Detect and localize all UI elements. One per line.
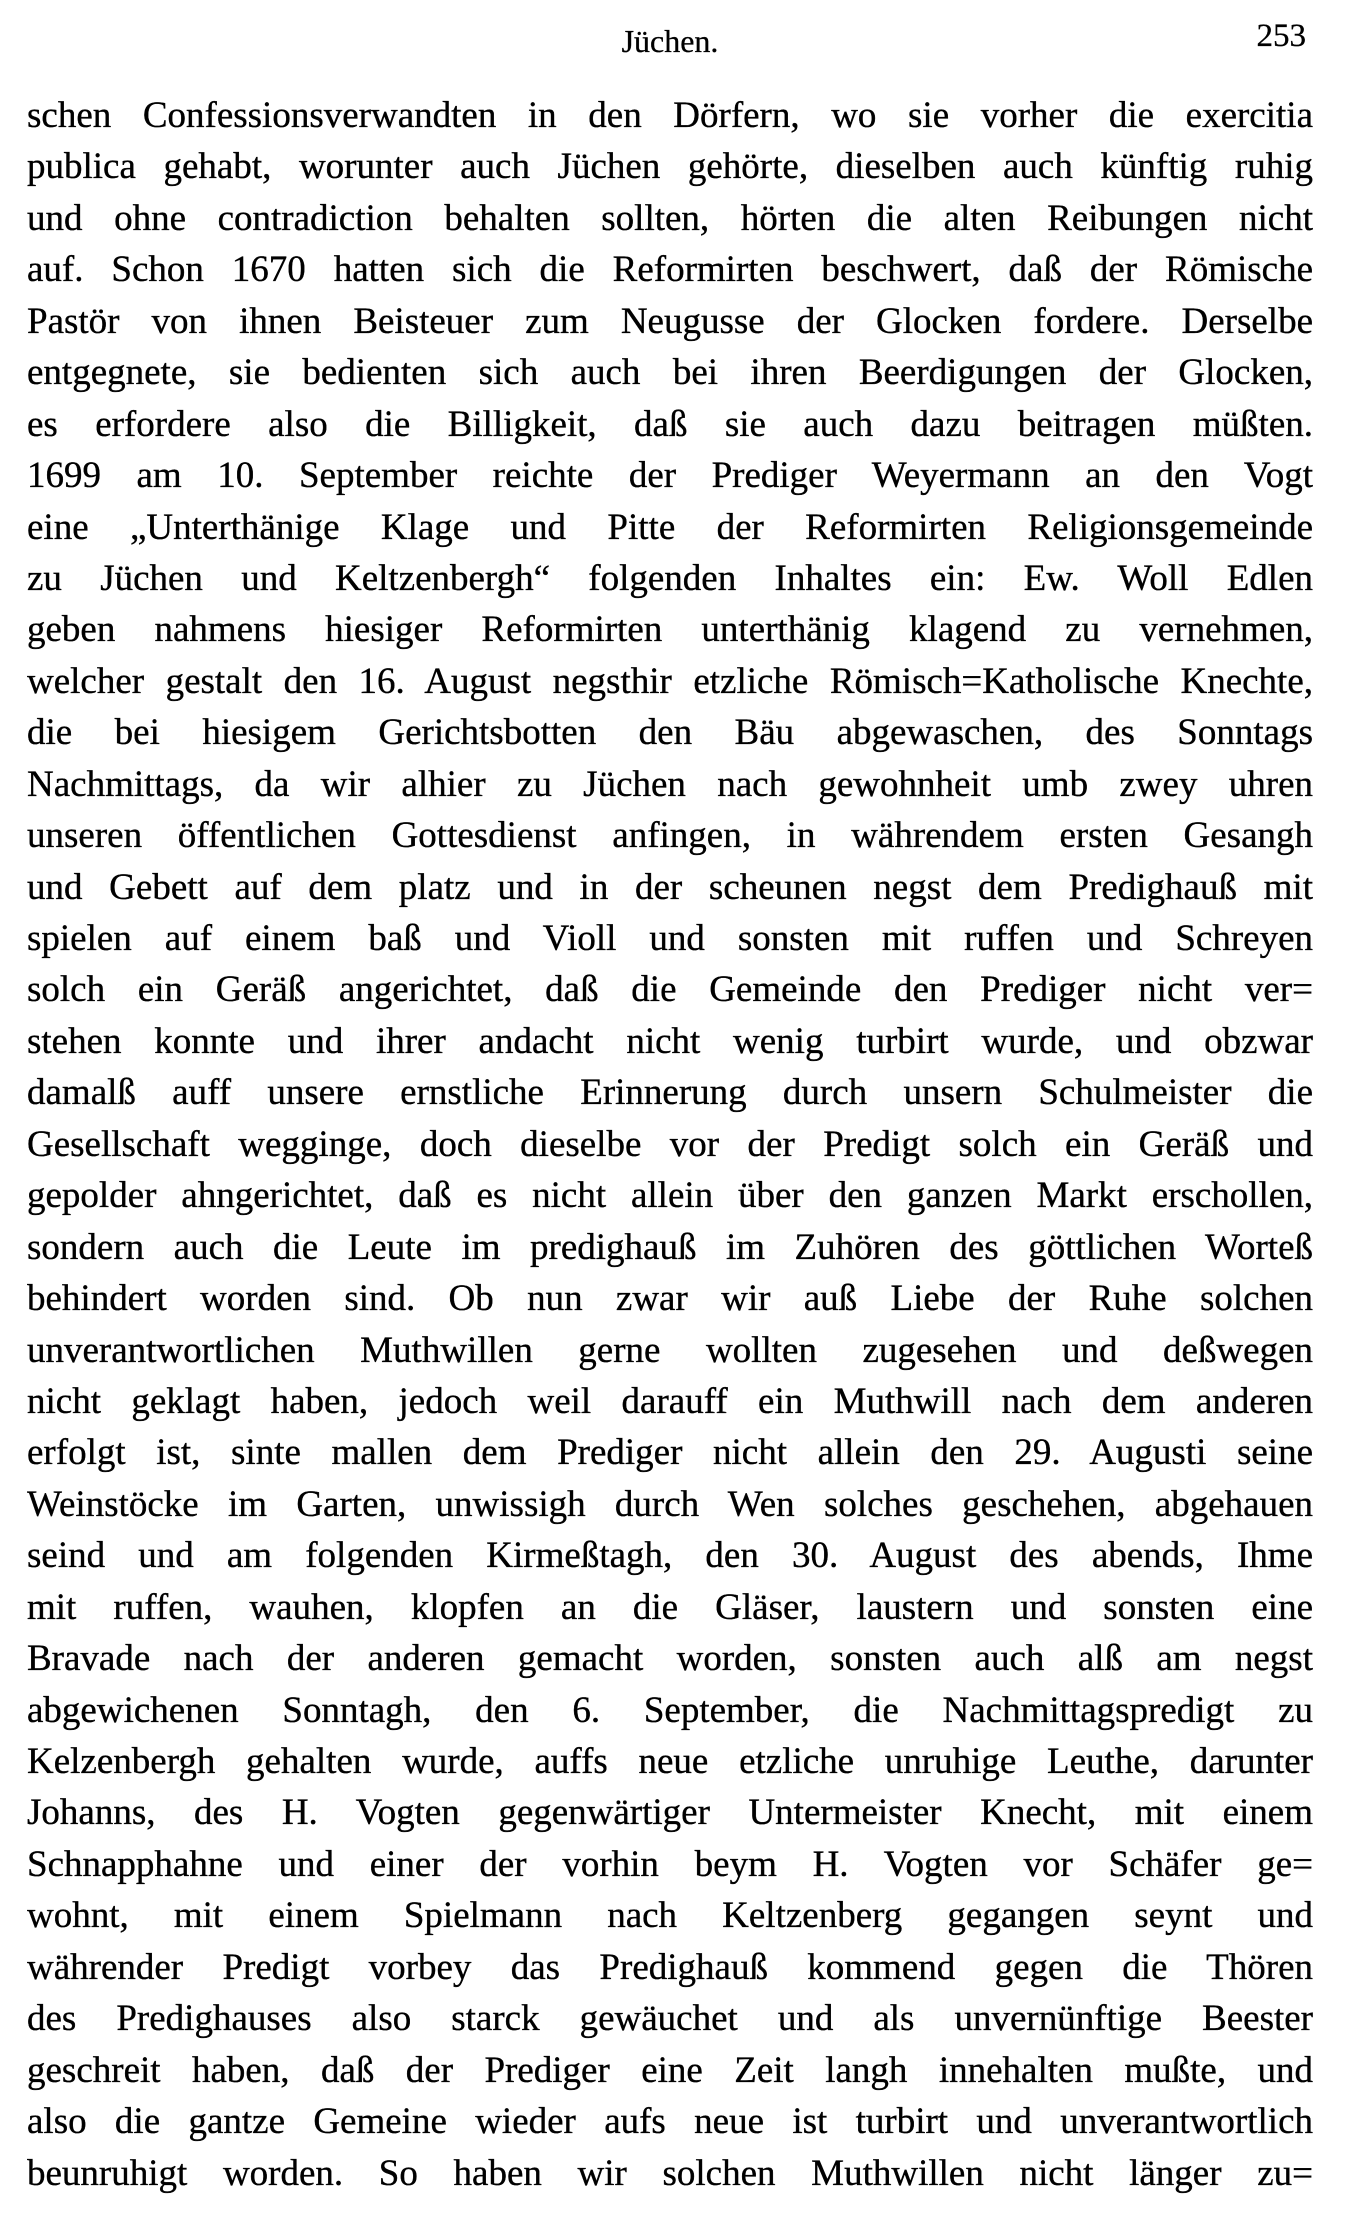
text-line: und Gebett auf dem platz und in der scheunen negst dem Predighauß mit	[27, 866, 1313, 908]
text-line: erfolgt ist, sinte mallen dem Prediger nicht allein den 29. Augusti seine	[27, 1432, 1313, 1474]
text-line: geben nahmens hiesiger Reformirten unterthänig klagend zu vernehmen,	[27, 609, 1313, 651]
text-line: die bei hiesigem Gerichtsbotten den Bäu abgewaschen, des Sonntags	[27, 712, 1313, 754]
text-line: wohnt, mit einem Spielmann nach Keltzenberg gegangen seynt und	[27, 1895, 1313, 1937]
text-line: seind und am folgenden Kirmeßtagh, den 30. August des abends, Ihme	[27, 1535, 1313, 1577]
text-line: Pastör von ihnen Beisteuer zum Neugusse der Glocken fordere. Derselbe	[27, 300, 1313, 342]
text-line: und ohne contradiction behalten sollten, hörten die alten Reibungen nicht	[27, 197, 1313, 239]
running-head: Jüchen.	[621, 23, 719, 59]
text-line: welcher gestalt den 16. August negsthir etzliche Römisch=Katholische Knechte,	[27, 660, 1313, 702]
text-line: unseren öffentlichen Gottesdienst anfingen, in währendem ersten Gesangh	[27, 815, 1313, 857]
text-line: zu Jüchen und Keltzenbergh“ folgenden Inhaltes ein: Ew. Woll Edlen	[27, 557, 1313, 599]
text-line: Schnapphahne und einer der vorhin beym H. Vogten vor Schäfer ge=	[27, 1843, 1313, 1885]
text-line: es erfordere also die Billigkeit, daß sie auch dazu beitragen müßten.	[27, 403, 1313, 445]
text-line: gepolder ahngerichtet, daß es nicht allein über den ganzen Markt erschollen,	[27, 1175, 1313, 1217]
text-line: publica gehabt, worunter auch Jüchen gehörte, dieselben auch künftig ruhig	[27, 146, 1313, 188]
page-number: 253	[1256, 18, 1306, 54]
text-line: stehen konnte und ihrer andacht nicht wenig turbirt wurde, und obzwar	[27, 1020, 1313, 1062]
text-line: Johanns, des H. Vogten gegenwärtiger Untermeister Knecht, mit einem	[27, 1792, 1313, 1834]
text-line: damalß auff unsere ernstliche Erinnerung durch unsern Schulmeister die	[27, 1072, 1313, 1114]
body-text	[27, 90, 1313, 2199]
text-line: währender Predigt vorbey das Predighauß kommend gegen die Thören	[27, 1946, 1313, 1988]
text-line: Weinstöcke im Garten, unwissigh durch Wen solches geschehen, abgehauen	[27, 1483, 1313, 1525]
text-line: Gesellschaft wegginge, doch dieselbe vor der Predigt solch ein Geräß und	[27, 1123, 1313, 1165]
text-line: spielen auf einem baß und Violl und sonsten mit ruffen und Schreyen	[27, 918, 1313, 959]
text-line: solch ein Geräß angerichtet, daß die Gemeinde den Prediger nicht ver=	[27, 969, 1313, 1011]
text-line: nicht geklagt haben, jedoch weil darauff ein Muthwill nach dem anderen	[27, 1380, 1313, 1422]
text-line: eine „Unterthänige Klage und Pitte der Reformirten Religionsgemeinde	[27, 506, 1313, 548]
text-line: Bravade nach der anderen gemacht worden, sonsten auch alß am negst	[27, 1638, 1313, 1680]
text-line: 1699 am 10. September reichte der Prediger Weyermann an den Vogt	[27, 455, 1313, 497]
text-line: beunruhigt worden. So haben wir solchen Muthwillen nicht länger zu=	[27, 2152, 1313, 2194]
text-line: geschreit haben, daß der Prediger eine Zeit langh innehalten mußte, und	[27, 2049, 1313, 2091]
text-line: des Predighauses also starck gewäuchet und als unvernünftige Beester	[27, 1998, 1313, 2040]
text-line: schen Confessionsverwandten in den Dörfern, wo sie vorher die exercitia	[27, 95, 1313, 136]
text-line: auf. Schon 1670 hatten sich die Reformirten beschwert, daß der Römische	[27, 249, 1313, 291]
text-line: Kelzenbergh gehalten wurde, auffs neue etzliche unruhige Leuthe, darunter	[27, 1741, 1313, 1782]
text-line: also die gantze Gemeine wieder aufs neue ist turbirt und unverantwortlich	[27, 2101, 1313, 2143]
text-line: behindert worden sind. Ob nun zwar wir auß Liebe der Ruhe solchen	[27, 1278, 1313, 1320]
text-line: entgegnete, sie bedienten sich auch bei ihren Beerdigungen der Glocken,	[27, 352, 1313, 394]
text-line: unverantwortlichen Muthwillen gerne wollten zugesehen und deßwegen	[27, 1329, 1313, 1371]
text-line: abgewichenen Sonntagh, den 6. September, die Nachmittagspredigt zu	[27, 1689, 1313, 1731]
text-line: mit ruffen, wauhen, klopfen an die Gläser, laustern und sonsten eine	[27, 1586, 1313, 1628]
text-line: Nachmittags, da wir alhier zu Jüchen nach gewohnheit umb zwey uhren	[27, 763, 1313, 805]
text-line: sondern auch die Leute im predighauß im Zuhören des göttlichen Worteß	[27, 1226, 1313, 1268]
